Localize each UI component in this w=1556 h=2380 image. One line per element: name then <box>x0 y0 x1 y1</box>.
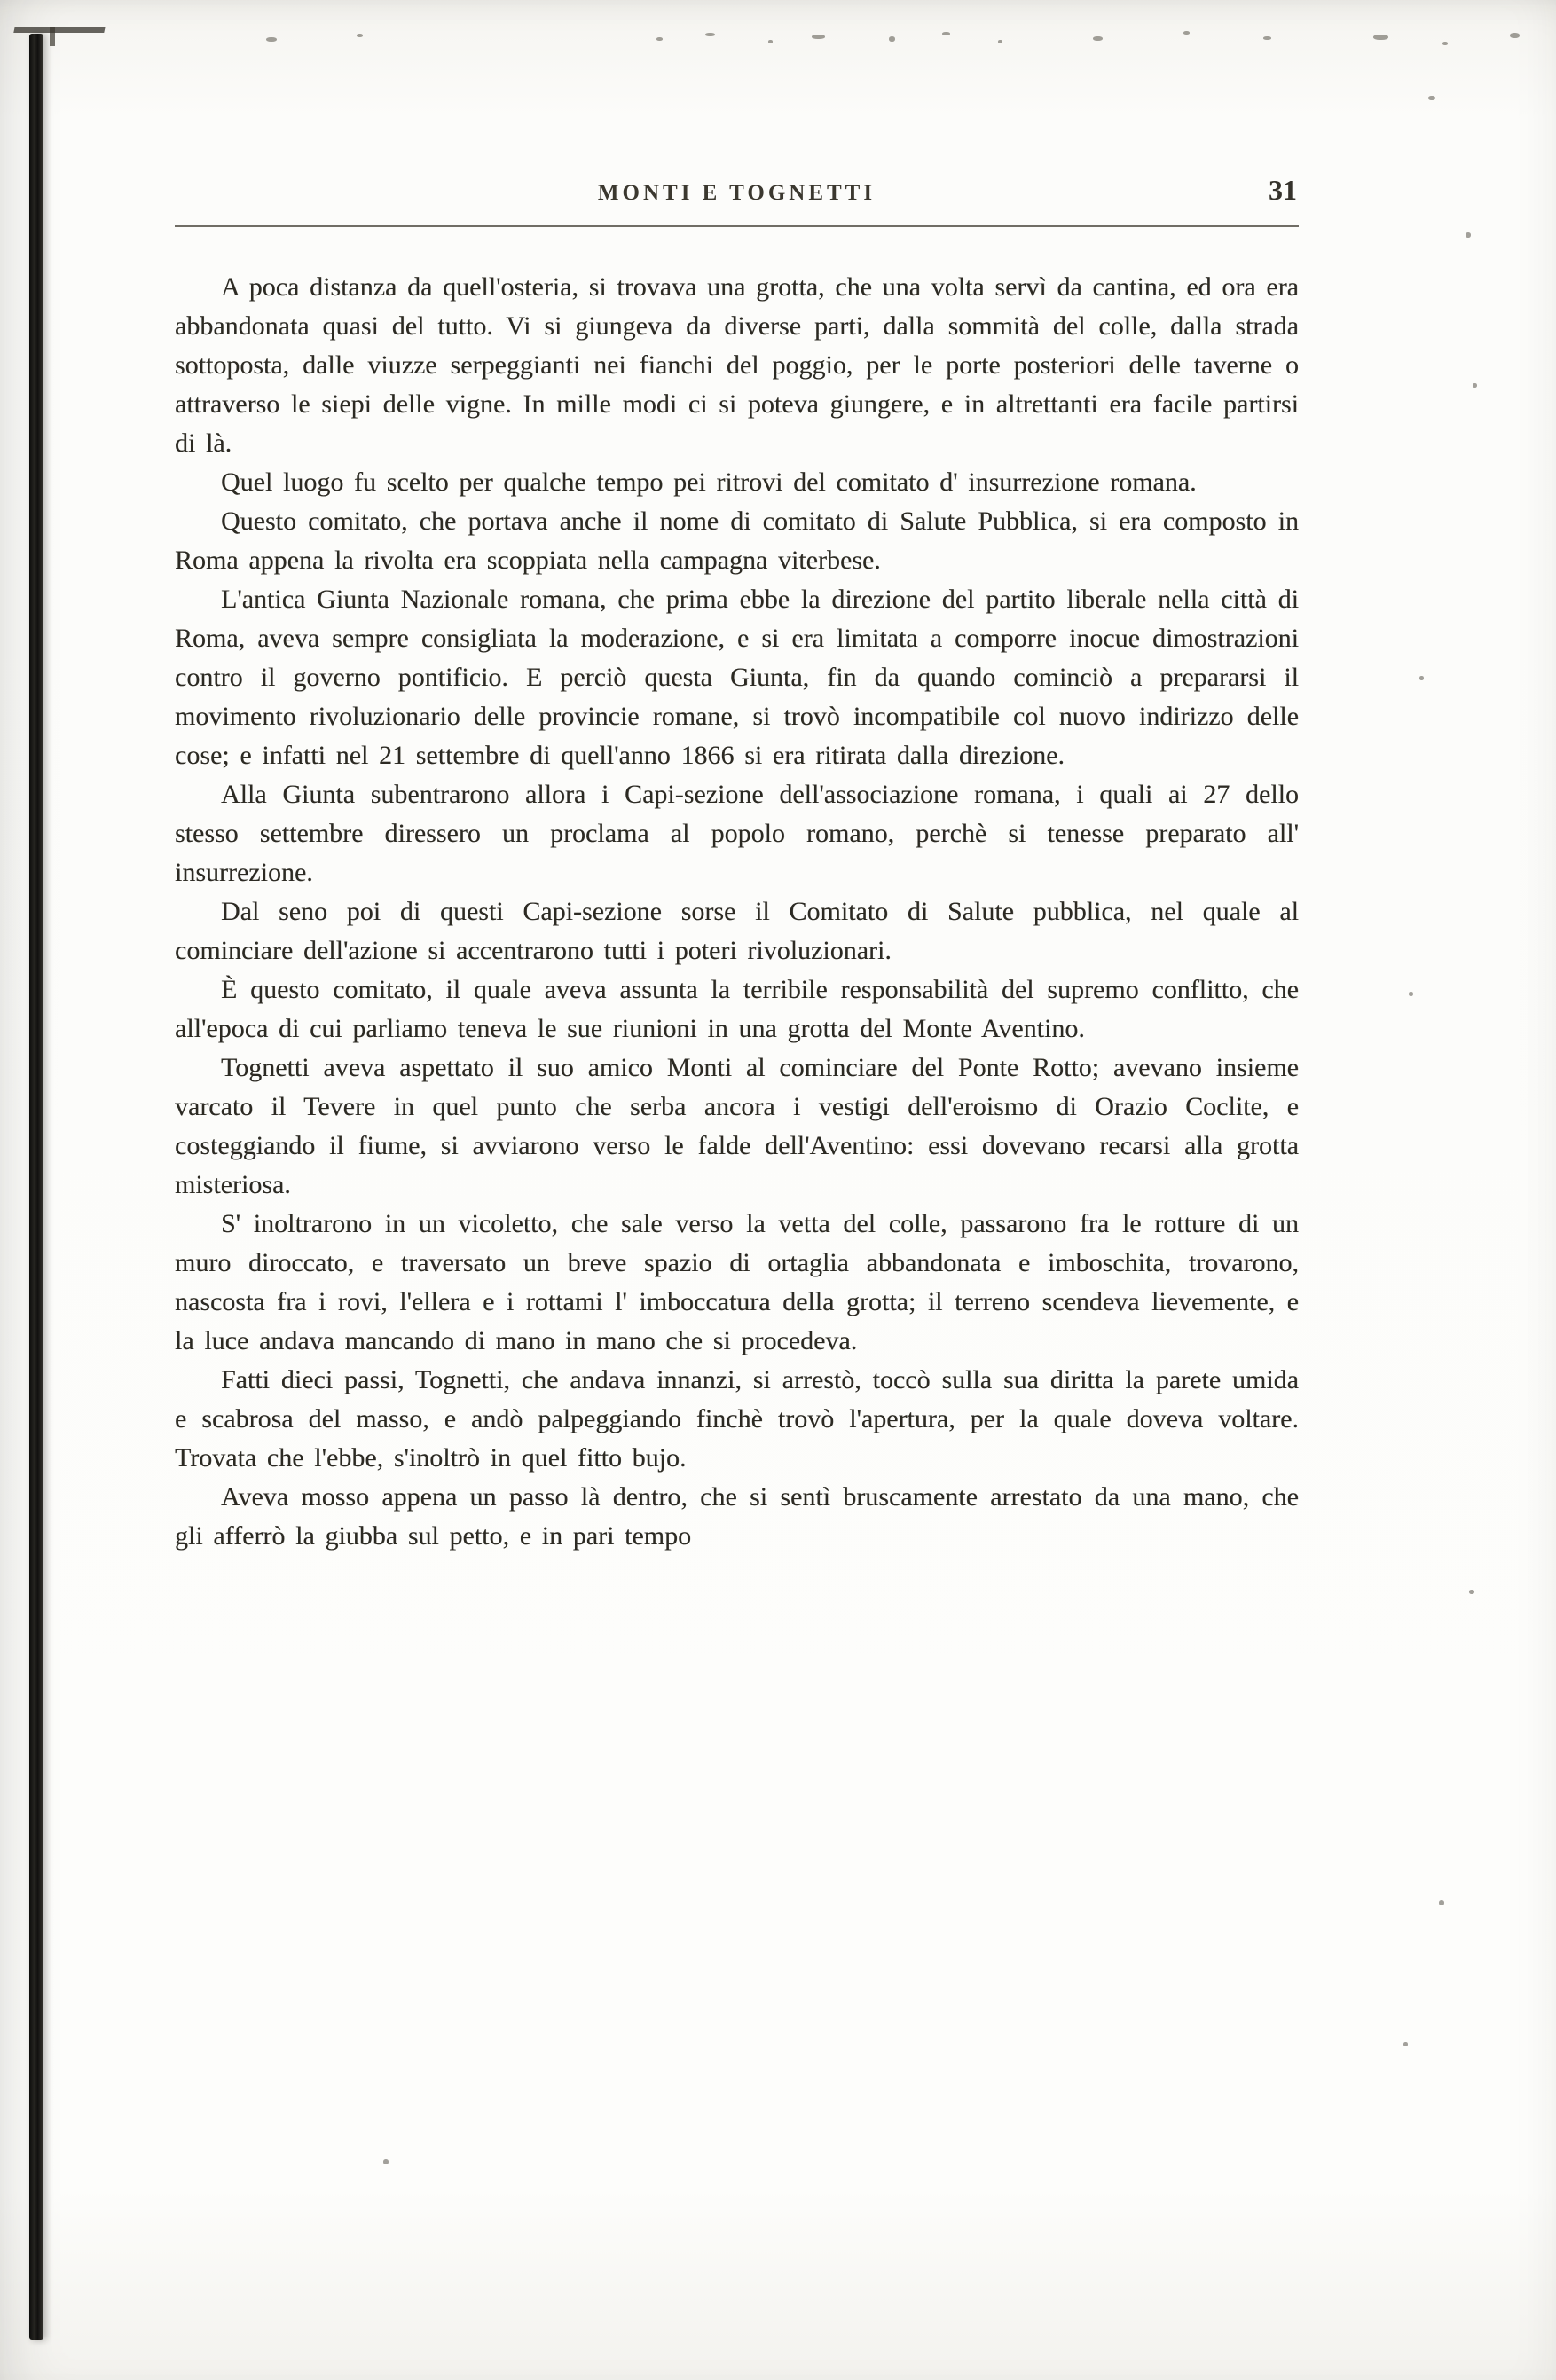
scan-speck <box>1510 33 1520 38</box>
scan-speck <box>1419 676 1424 680</box>
body-paragraph: Fatti dieci passi, Tognetti, che andava innanzi, si arrestò, toccò sulla sua diritta la parete umida e scabrosa del masso, e andò palpeggiando finchè trovò l'apertura, per la quale doveva voltare. Trovata che l'ebbe, s'inoltrò in quel fitto bujo. <box>175 1365 1299 1473</box>
scan-speck <box>383 2159 389 2164</box>
scan-artifact-corner-mark <box>13 27 105 33</box>
body-paragraph: S' inoltrarono in un vicoletto, che sale verso la vetta del colle, passarono fra le rotture di un muro diroccato, e traversato un breve spazio di ortaglia abbandonata e imboschita, trovarono, nascosta fra i rovi, l'ellera e i rottami l' imboccatura della grotta; il terreno scendeva lievemente, e la luce andava mancando di mano in mano che si procedeva. <box>175 1209 1299 1355</box>
scan-speck <box>1428 96 1435 100</box>
body-paragraph: Alla Giunta subentrarono allora i Capi-sezione dell'associazione romana, i quali ai 27 dello stesso settembre diressero un proclama al popolo romano, perchè si tenesse preparato all' insurrezione. <box>175 780 1299 887</box>
scan-artifact-binding-bar <box>29 34 43 2340</box>
running-head <box>175 176 1299 215</box>
body-paragraph: L'antica Giunta Nazionale romana, che prima ebbe la direzione del partito liberale nella città di Roma, aveva sempre consigliata la moderazione, e si era limitata a comporre inocue dimostrazioni contro il governo pontificio. E perciò questa Giunta, fin da quando cominciò a prepararsi il movimento rivoluzionario delle provincie romane, si trovò incompatibile col nuovo indirizzo delle cose; e infatti nel 21 settembre di quell'anno 1866 si era ritirata dalla direzione. <box>175 585 1299 770</box>
page-number: 31 <box>1269 174 1297 206</box>
scan-speck <box>1439 1900 1444 1905</box>
scan-speck <box>1466 232 1471 238</box>
text-column <box>175 0 1299 1556</box>
body-text <box>175 268 1299 1556</box>
body-paragraph: Questo comitato, che portava anche il nome di comitato di Salute Pubblica, si era composto in Roma appena la rivolta era scoppiata nella campagna viterbese. <box>175 507 1299 575</box>
body-paragraph: Dal seno poi di questi Capi-sezione sorse il Comitato di Salute pubblica, nel quale al cominciare dell'azione si accentrarono tutti i poteri rivoluzionari. <box>175 897 1299 965</box>
scan-speck <box>1373 35 1388 40</box>
body-paragraph: Tognetti aveva aspettato il suo amico Monti al cominciare del Ponte Rotto; avevano insieme varcato il Tevere in quel punto che serba ancora i vestigi dell'eroismo di Orazio Coclite, e costeggiando il fiume, si avviarono verso le falde dell'Aventino: essi dovevano recarsi alla grotta misteriosa. <box>175 1053 1299 1199</box>
scan-speck <box>1442 42 1448 45</box>
body-paragraph: Aveva mosso appena un passo là dentro, che si sentì bruscamente arrestato da una mano, che gli afferrò la giubba sul petto, e in pari tempo <box>175 1482 1299 1551</box>
scan-speck <box>1469 1590 1474 1594</box>
body-paragraph: È questo comitato, il quale aveva assunta la terribile responsabilità del supremo conflitto, che all'epoca di cui parliamo teneva le sue riunioni in una grotta del Monte Aventino. <box>175 975 1299 1043</box>
scan-speck <box>1409 992 1413 996</box>
scan-artifact-corner-mark <box>50 27 55 46</box>
header-rule <box>175 225 1299 227</box>
body-paragraph: A poca distanza da quell'osteria, si trovava una grotta, che una volta servì da cantina, ed ora era abbandonata quasi del tutto. Vi si giungeva da diverse parti, dalla sommità del colle, dalla strada sottoposta, dalle viuzze serpeggianti nei fianchi del poggio, per le porte posteriori delle taverne o attraverso le siepi delle vigne. In mille modi ci si poteva giungere, e in altrettanti era facile partirsi di là. <box>175 272 1299 458</box>
page-title: MONTI E TOGNETTI <box>597 181 876 205</box>
scan-speck <box>1473 383 1477 388</box>
scan-speck <box>1403 2042 1408 2046</box>
body-paragraph: Quel luogo fu scelto per qualche tempo pei ritrovi del comitato d' insurrezione romana. <box>221 467 1197 497</box>
